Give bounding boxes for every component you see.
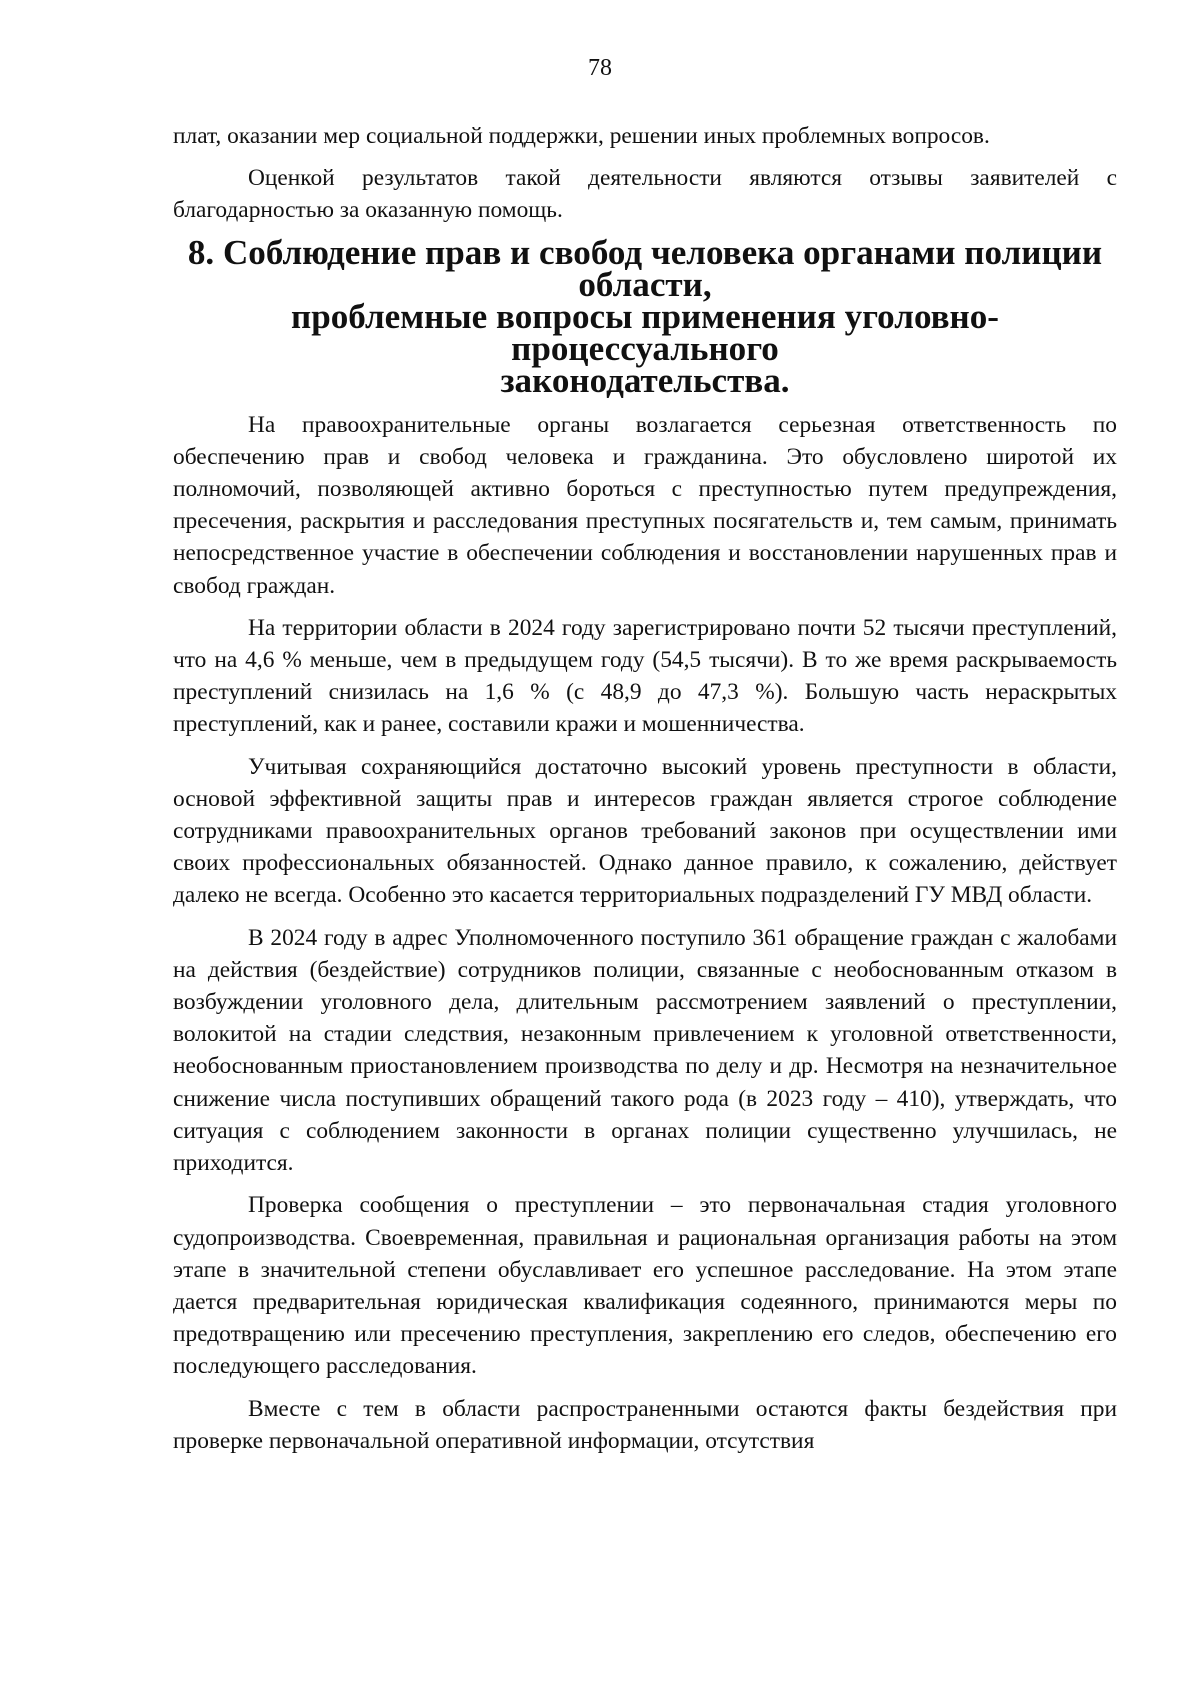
paragraph-rights-protection: Учитывая сохраняющийся достаточно высокий уровень преступности в области, основой эффективной защиты прав и интересов граждан является строгое соблюдение сотрудниками правоохранительных органов требований законов при осуществлении ими своих профессиональных обязанностей. Однако данное правило, к сожалению, действует далеко не всегда. Особенно это касается территориальных подразделений ГУ МВД области. bbox=[173, 753, 1117, 909]
paragraph-inaction-facts: Вместе с тем в области распространенными остаются факты бездействия при проверке первоначальной оперативной информации, отсутствия bbox=[173, 1395, 1117, 1454]
paragraph-evaluation: Оценкой результатов такой деятельности являются отзывы заявителей с благодарностью за оказанную помощь. bbox=[173, 165, 1117, 224]
page-number: 78 bbox=[588, 55, 612, 81]
paragraph-continuation: плат, оказании мер социальной поддержки, решении иных проблемных вопросов. bbox=[173, 123, 990, 149]
section-heading-line-3: законодательства. bbox=[500, 361, 790, 401]
section-heading-line-2: проблемные вопросы применения уголовно-процессуального bbox=[291, 297, 999, 369]
paragraph-complaints: В 2024 году в адрес Уполномоченного поступило 361 обращение граждан с жалобами на действия (бездействие) сотрудников полиции, связанные с необоснованным отказом в возбуждении уголовного дела, длительным рассмотрением заявлений о преступлении, волокитой на стадии следствия, незаконным привлечением к уголовной ответственности, необоснованным приостановлением производства по делу и др. Несмотря на незначительное снижение числа поступивших обращений такого рода (в 2023 году – 410), утверждать, что ситуация с соблюдением законности в органах полиции существенно улучшилась, не приходится. bbox=[173, 924, 1117, 1177]
page-content bbox=[173, 120, 1117, 1467]
section-heading bbox=[173, 232, 1117, 401]
section-heading-line-1: 8. Соблюдение прав и свобод человека органами полиции области, bbox=[187, 232, 1103, 304]
paragraph-law-enforcement: На правоохранительные органы возлагается серьезная ответственность по обеспечению прав и свобод человека и гражданина. Это обусловлено широтой их полномочий, позволяющей активно бороться с преступностью путем предупреждения, пресечения, раскрытия и расследования преступных посягательств и, тем самым, принимать непосредственное участие в обеспечении соблюдения и восстановлении нарушенных прав и свобод граждан. bbox=[173, 411, 1117, 599]
paragraph-initial-verification: Проверка сообщения о преступлении – это первоначальная стадия уголовного судопроизводства. Своевременная, правильная и рациональная организация работы на этом этапе в значительной степени обуславливает его успешное расследование. На этом этапе дается предварительная юридическая квалификация содеянного, принимаются меры по предотвращению или пресечению преступления, закреплению его следов, обеспечению его последующего расследования. bbox=[173, 1192, 1117, 1380]
paragraph-crime-statistics: На территории области в 2024 году зарегистрировано почти 52 тысячи преступлений, что на 4,6 % меньше, чем в предыдущем году (54,5 тысячи). В то же время раскрываемость преступлений снизилась на 1,6 % (с 48,9 до 47,3 %). Большую часть нераскрытых преступлений, как и ранее, составили кражи и мошенничества. bbox=[173, 614, 1117, 738]
